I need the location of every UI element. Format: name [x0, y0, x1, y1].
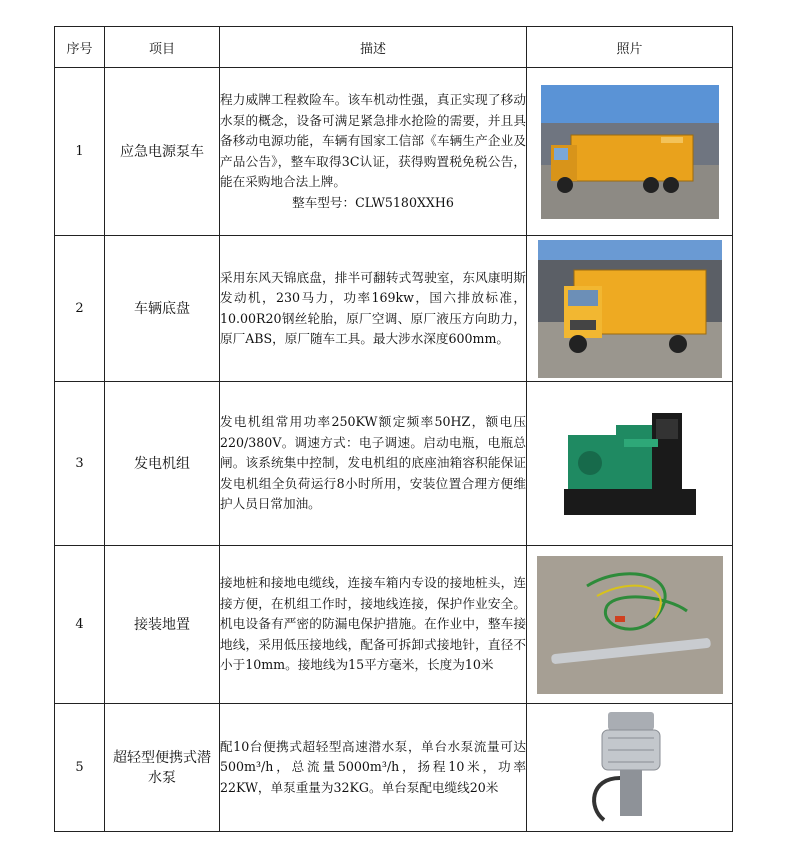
row-description — [220, 382, 527, 546]
header-no: 序号 — [55, 27, 105, 68]
description-text: 配10台便携式超轻型高速潜水泵，单台水泵流量可达500m³/h，总流量5000m³/h，扬程10米，功率22KW，单泵重量为32KG。单台泵配电缆线20米 — [220, 738, 526, 795]
header-item: 项目 — [105, 27, 220, 68]
row-description — [220, 236, 527, 382]
table-header-row — [55, 27, 733, 68]
row-item: 接装地置 — [105, 546, 220, 704]
table-row — [55, 68, 733, 236]
model-number: 整车型号：CLW5180XXH6 — [292, 194, 454, 210]
row-number: 4 — [55, 546, 105, 704]
row-number: 2 — [55, 236, 105, 382]
row-item: 发电机组 — [105, 382, 220, 546]
spec-table — [54, 26, 733, 832]
submersible-pump-photo — [580, 708, 680, 828]
description-text: 接地桩和接地电缆线，连接车箱内专设的接地桩头，连接方便，在机组工作时，接地线连接，保护作业安全。机电设备有严密的防漏电保护措施。在作业中，整车接地线，采用低压接地线，配备可拆卸式接地针，直径不小于10mm。接地线为15平方毫米，长度为10米 — [220, 575, 526, 673]
table-row — [55, 704, 733, 832]
description-text: 程力威牌工程救险车。该车机动性强，真正实现了移动水泵的概念，设备可满足紧急排水抢险的需要，并且具备移动电源功能，车辆有国家工信部《车辆生产企业及产品公告》，整车取得3C认证，获得购置税免税公告，能在采购地合法上牌。 — [220, 92, 526, 189]
row-number: 5 — [55, 704, 105, 832]
table-row — [55, 382, 733, 546]
row-description — [220, 68, 527, 236]
row-description — [220, 704, 527, 832]
row-item: 超轻型便携式潜水泵 — [105, 704, 220, 832]
description-text: 发电机组常用功率250KW额定频率50HZ，额电压220/380V。调速方式：电子调速。启动电瓶，电瓶总闸。该系统集中控制，发电机组的底座油箱容积能保证发电机组全负荷运行8小时所用，安装位置合理方便维护人员日常加油。 — [220, 414, 526, 512]
header-photo: 照片 — [527, 27, 733, 68]
description-text: 采用东风天锦底盘，排半可翻转式驾驶室，东风康明斯发动机，230马力，功率169kw，国六排放标准，10.00R20钢丝轮胎，原厂空调、原厂液压方向助力，原厂ABS，原厂随车工具。最大涉水深度600mm。 — [220, 269, 526, 346]
table-row — [55, 546, 733, 704]
grounding-kit-photo — [537, 556, 723, 694]
truck-front-photo — [538, 240, 722, 378]
table-row — [55, 236, 733, 382]
row-item: 应急电源泵车 — [105, 68, 220, 236]
row-number: 3 — [55, 382, 105, 546]
generator-photo — [560, 405, 700, 523]
truck-side-photo — [541, 85, 719, 219]
row-number: 1 — [55, 68, 105, 236]
row-item: 车辆底盘 — [105, 236, 220, 382]
header-desc: 描述 — [220, 27, 527, 68]
row-description — [220, 546, 527, 704]
